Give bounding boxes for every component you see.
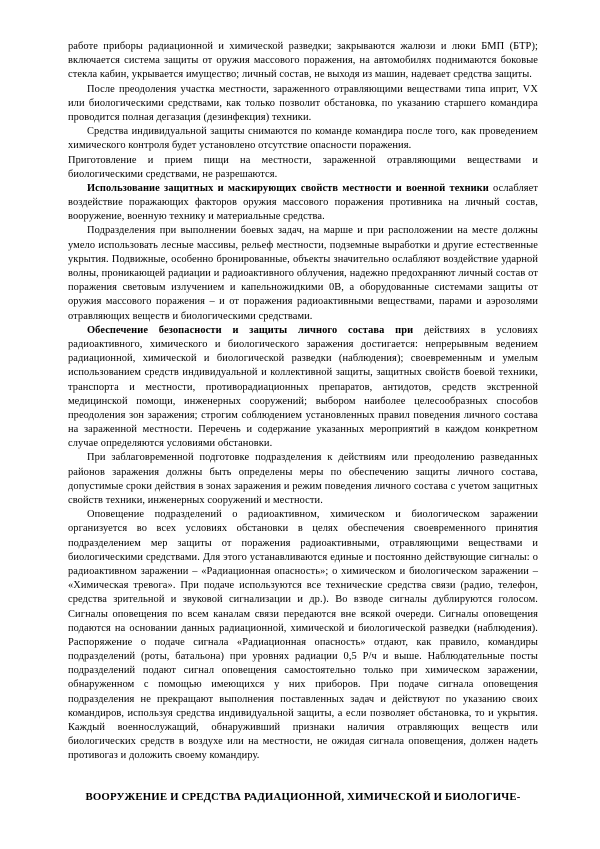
paragraph-4 (68, 154, 538, 182)
paragraph-9-text: Оповещение подразделений о радиоактивном, химическом и биологическом заражении организуется во всех условиях обстановки в целях обеспечения своевременного принятия подразделением мер защиты от поражения радиоактивными, отравляющими веществами и биологическими средствами. Для этого устанавливаются единые и постоянно действующие сигналы: о радиоактивном заражении – «Радиационная опасность»; о химическом и биологическом заражении – «Химическая тревога». При подаче используются все технические средства связи (радио, телефон, средства зрительной и звуковой сигнализации и др.). Во взводе сигналы дублируются голосом. Сигналы оповещения по всем каналам связи передаются вне всякой очереди. Сигналы оповещения подаются на основании данных радиационной, химической и биологической разведки (наблюдения). Распоряжение о подаче сигнала «Радиационная опасность» отдают, как правило, командиры подразделений (роты, батальона) при уровнях радиации 0,5 Р/ч и выше. Наблюдательные посты подразделений подают сигнал оповещения самостоятельно только при химическом заражении, обнаруженном с помощью имеющихся у них приборов. При подаче сигнала оповещения подразделения не прекращают выполнения поставленных задач и действуют по указанию своих командиров, используя средства индивидуальной защиты, а если позволяет обстановка, то и укрытия. Каждый военнослужащий, обнаруживший признаки наличия отравляющих веществ или биологических средств в воздухе или на местности, не ожидая сигнала оповещения, должен надеть противогаз и доложить своему командиру. (68, 509, 538, 762)
body-text-column (68, 40, 538, 764)
paragraph-5-lead: Использование защитных и маскирующих свойств местности и военной техники (87, 182, 489, 194)
section-heading: ВООРУЖЕНИЕ И СРЕДСТВА РАДИАЦИОННОЙ, ХИМИЧЕСКОЙ И БИОЛОГИЧЕ- (85, 790, 521, 803)
paragraph-3-text: Средства индивидуальной защиты снимаются по команде командира после того, как проведением химического контроля будет установлено отсутствие опасности поражения. (68, 126, 538, 152)
paragraph-2-text: После преодоления участка местности, зараженного отравляющими веществами типа иприт, VX или биологическими средствами, как только позволит обстановка, по указанию старшего командира проводится полная дегазация (дезинфекция) техники. (68, 83, 538, 123)
paragraph-7-lead: Обеспечение безопасности и защиты личного состава при (87, 324, 414, 336)
paragraph-5 (68, 182, 538, 225)
paragraph-7-text: действиях в условиях радиоактивного, химического и биологического заражения достигается: непрерывным ведением радиационной, химической и биологической разведки (наблюдения); своевременным и умелым использованием средств индивидуальной и коллективной защиты, защитных свойств боевой техники, транспорта и местности, противорадиационных препаратов, антидотов, средств экстренной медицинской помощи, инженерных сооружений; выбором наиболее целесообразных способов преодоления зон заражения; строгим соблюдением установленных правил поведения личного состава на зараженной местности. Перечень и содержание указанных мероприятий в каждом конкретном случае определяются условиями обстановки. (68, 324, 538, 450)
paragraph-4-text: Приготовление и прием пищи на местности, зараженной отравляющими веществами и биологическими средствами, не разрешаются. (68, 154, 538, 180)
paragraph-9 (68, 508, 538, 763)
paragraph-8 (68, 451, 538, 508)
section-heading-block (68, 790, 538, 805)
paragraph-8-text: При заблаговременной подготовке подразделения к действиям или преодолению разведанных районов заражения должны быть определены меры по обеспечению защиты личного состава, допустимые сроки действия в зонах заражения и режим поведения личного состава с учетом защитных свойств техники, инженерных сооружений и местности. (68, 452, 538, 506)
paragraph-1 (68, 40, 538, 83)
paragraph-7 (68, 324, 538, 452)
paragraph-1-text: работе приборы радиационной и химической разведки; закрываются жалюзи и люки БМП (БТР); включается система защиты от оружия массового поражения, на автомобилях поднимаются боковые стекла кабин, укрывается имущество; личный состав, не выходя из машин, надевает средства защиты. (68, 41, 538, 81)
paragraph-6 (68, 224, 538, 323)
paragraph-3 (68, 125, 538, 153)
paragraph-2 (68, 83, 538, 126)
paragraph-5-text: ослабляет воздействие поражающих факторов оружия массового поражения противника на личный состав, вооружение, военную технику и материальные средства. (68, 182, 538, 223)
paragraph-6-text: Подразделения при выполнении боевых задач, на марше и при расположении на месте должны умело использовать лесные массивы, рельеф местности, подземные выработки и другие естественные укрытия. Подвижные, особенно бронированные, объекты значительно ослабляют воздействие ударной волны, проникающей радиации и радиоактивного облучения, надежно предохраняют личный состав от поражения световым излучением и капельножидкими 0В, а оборудованные системами защиты от оружия массового поражения – и от поражения радиоактивными веществами, парами и аэрозолями отравляющих веществ и биологическими средствами. (68, 225, 538, 322)
